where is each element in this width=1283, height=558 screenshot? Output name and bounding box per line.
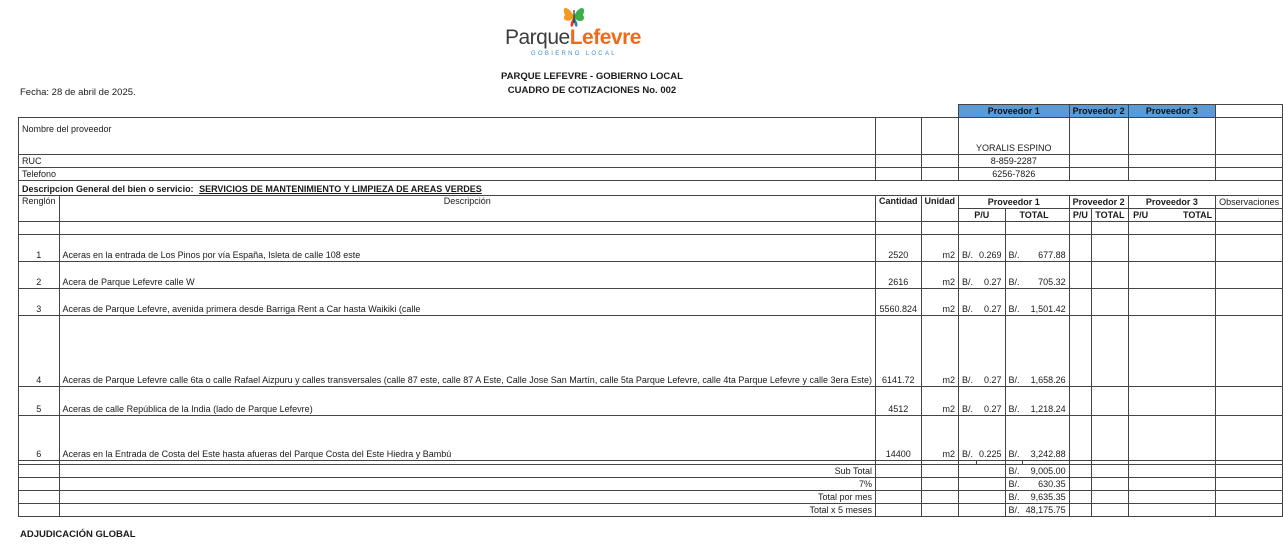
col-renglon: Renglón: [19, 196, 60, 222]
p3-cell: [1128, 289, 1216, 316]
item-quantity: 4512: [875, 387, 921, 416]
provider-2-header: Proveedor 2: [1069, 105, 1128, 118]
phone-value: 6256-7826: [959, 168, 1070, 181]
summary-blank: [959, 491, 1006, 504]
summary-value: 630.35: [1023, 478, 1070, 491]
provider-1-header: Proveedor 1: [959, 105, 1070, 118]
item-pu-currency: B/.: [959, 289, 977, 316]
p2-total-cell: [1092, 416, 1129, 461]
butterfly-icon: [561, 4, 587, 28]
summary-blank: [1216, 504, 1283, 517]
p2-total-cell: [1092, 262, 1129, 289]
summary-value: 9,005.00: [1023, 465, 1070, 478]
general-description: [19, 181, 1283, 196]
phone-label: Telefono: [19, 168, 876, 181]
logo-wordmark: ParqueLefevre: [505, 26, 641, 49]
item-pu-currency: B/.: [959, 387, 977, 416]
item-quantity: 2520: [875, 235, 921, 262]
p2-pu-cell: [1069, 416, 1092, 461]
spacer-row: [19, 222, 1283, 235]
col-p2-pu: P/U: [1069, 209, 1092, 222]
table-row: [19, 262, 1283, 289]
item-total-currency: B/.: [1005, 262, 1023, 289]
item-unit: m2: [921, 416, 959, 461]
summary-blank: [1092, 478, 1129, 491]
table-row: [19, 289, 1283, 316]
summary-blank: [1069, 478, 1092, 491]
item-total-currency: B/.: [1005, 416, 1023, 461]
item-total: 677.88: [1023, 235, 1070, 262]
summary-blank: [19, 465, 60, 478]
item-unit: m2: [921, 316, 959, 387]
item-description: Acera de Parque Lefevre calle W: [59, 262, 875, 289]
table-row: [19, 387, 1283, 416]
general-description-label: Descripcion General del bien o servicio:: [22, 184, 194, 194]
adjudication-label: ADJUDICACIÓN GLOBAL: [20, 529, 136, 540]
item-unit-price: 0.269: [976, 235, 1005, 262]
summary-label: Total por mes: [59, 491, 875, 504]
p3-cell: [1128, 262, 1216, 289]
item-description: Aceras de Parque Lefevre, avenida primera desde Barriga Rent a Car hasta Waikiki (calle: [59, 289, 875, 316]
item-unit-price: 0.27: [976, 316, 1005, 387]
item-number: 1: [19, 235, 60, 262]
general-description-value: SERVICIOS DE MANTENIMIENTO Y LIMPIEZA DE AREAS VERDES: [199, 184, 482, 194]
item-unit-price: 0.27: [976, 289, 1005, 316]
quotation-table: [18, 104, 1283, 517]
observation-cell: [1216, 289, 1283, 316]
column-header-row: [19, 196, 1283, 209]
summary-value: 48,175.75: [1023, 504, 1070, 517]
summary-blank: [959, 504, 1006, 517]
p2-pu-cell: [1069, 316, 1092, 387]
col-p2-total: TOTAL: [1092, 209, 1129, 222]
col-proveedor-1: Proveedor 1: [959, 196, 1070, 209]
col-proveedor-3: Proveedor 3: [1128, 196, 1216, 209]
p2-total-cell: [1092, 316, 1129, 387]
summary-blank: [875, 478, 921, 491]
item-number: 3: [19, 289, 60, 316]
document-subtitle: CUADRO DE COTIZACIONES No. 002: [507, 85, 677, 96]
summary-blank: [1216, 478, 1283, 491]
summary-blank: [19, 504, 60, 517]
ruc-value: 8-859-2287: [959, 155, 1070, 168]
summary-label: Sub Total: [59, 465, 875, 478]
col-p3-total: TOTAL: [1182, 210, 1213, 220]
item-quantity: 5560.824: [875, 289, 921, 316]
summary-currency: B/.: [1005, 491, 1023, 504]
summary-label: 7%: [59, 478, 875, 491]
general-description-row: [19, 181, 1283, 196]
table-row: [19, 416, 1283, 461]
col-cantidad: Cantidad: [875, 196, 921, 222]
item-total-currency: B/.: [1005, 235, 1023, 262]
item-number: 2: [19, 262, 60, 289]
col-p3-pu-total: [1128, 209, 1216, 222]
item-pu-currency: B/.: [959, 235, 977, 262]
item-total: 705.32: [1023, 262, 1070, 289]
summary-row: [19, 478, 1283, 491]
item-pu-currency: B/.: [959, 416, 977, 461]
summary-blank: [1069, 465, 1092, 478]
item-unit: m2: [921, 262, 959, 289]
logo-subtitle: GOBIERNO LOCAL: [531, 51, 617, 57]
item-total-currency: B/.: [1005, 316, 1023, 387]
summary-blank: [1128, 504, 1216, 517]
item-number: 4: [19, 316, 60, 387]
col-proveedor-2: Proveedor 2: [1069, 196, 1128, 209]
observation-cell: [1216, 262, 1283, 289]
item-description: Aceras en la entrada de Los Pinos por vía España, Isleta de calle 108 este: [59, 235, 875, 262]
summary-currency: B/.: [1005, 465, 1023, 478]
p2-total-cell: [1092, 387, 1129, 416]
summary-blank: [875, 465, 921, 478]
provider-name-value: YORALIS ESPINO: [959, 118, 1070, 155]
p2-pu-cell: [1069, 289, 1092, 316]
document-date: Fecha: 28 de abril de 2025.: [20, 87, 136, 98]
item-description: Aceras en la Entrada de Costa del Este hasta afueras del Parque Costa del Este Hiedra y Bambú: [59, 416, 875, 461]
p3-cell: [1128, 316, 1216, 387]
col-unidad: Unidad: [921, 196, 959, 222]
summary-blank: [1216, 491, 1283, 504]
observation-cell: [1216, 387, 1283, 416]
item-quantity: 2616: [875, 262, 921, 289]
item-total: 3,242.88: [1023, 416, 1070, 461]
summary-blank: [1128, 491, 1216, 504]
summary-blank: [19, 478, 60, 491]
provider-phone-row: [19, 168, 1283, 181]
p2-pu-cell: [1069, 387, 1092, 416]
item-total: 1,218.24: [1023, 387, 1070, 416]
p3-cell: [1128, 235, 1216, 262]
summary-blank: [1069, 504, 1092, 517]
summary-blank: [19, 491, 60, 504]
item-quantity: 14400: [875, 416, 921, 461]
summary-blank: [1128, 465, 1216, 478]
summary-row: [19, 504, 1283, 517]
summary-value: 9,635.35: [1023, 491, 1070, 504]
col-p1-pu: P/U: [959, 209, 1006, 222]
p3-cell: [1128, 387, 1216, 416]
item-total: 1,658.26: [1023, 316, 1070, 387]
col-p3-pu: P/U: [1133, 210, 1149, 220]
item-description: Aceras de Parque Lefevre calle 6ta o calle Rafael Aizpuru y calles transversales (calle 87 este, calle 87 A Este, Calle Jose San Martín, calle 5ta Parque Lefevre, calle 4ta Parque Lefevre y calle 3era Este): [59, 316, 875, 387]
item-description: Aceras de calle República de la India (lado de Parque Lefevre): [59, 387, 875, 416]
item-number: 5: [19, 387, 60, 416]
p3-cell: [1128, 416, 1216, 461]
ruc-label: RUC: [19, 155, 876, 168]
summary-label: Total x 5 meses: [59, 504, 875, 517]
providers-header-row: [19, 105, 1283, 118]
p2-total-cell: [1092, 289, 1129, 316]
provider-3-header: Proveedor 3: [1128, 105, 1216, 118]
p2-pu-cell: [1069, 262, 1092, 289]
p2-pu-cell: [1069, 235, 1092, 262]
observation-cell: [1216, 235, 1283, 262]
table-row: [19, 235, 1283, 262]
summary-row: [19, 491, 1283, 504]
item-unit-price: 0.27: [976, 262, 1005, 289]
observation-cell: [1216, 316, 1283, 387]
provider-name-label: Nombre del proveedor: [19, 118, 876, 155]
item-unit-price: 0.225: [976, 416, 1005, 461]
summary-blank: [959, 478, 1006, 491]
provider-ruc-row: [19, 155, 1283, 168]
summary-blank: [1128, 478, 1216, 491]
table-row: [19, 316, 1283, 387]
item-number: 6: [19, 416, 60, 461]
col-p1-total: TOTAL: [1005, 209, 1069, 222]
summary-blank: [1069, 491, 1092, 504]
summary-blank: [1092, 504, 1129, 517]
summary-blank: [959, 465, 1006, 478]
summary-currency: B/.: [1005, 478, 1023, 491]
summary-blank: [921, 491, 959, 504]
item-unit-price: 0.27: [976, 387, 1005, 416]
summary-blank: [1216, 465, 1283, 478]
item-total-currency: B/.: [1005, 289, 1023, 316]
summary-blank: [921, 504, 959, 517]
summary-blank: [1092, 465, 1129, 478]
document-title: PARQUE LEFEVRE - GOBIERNO LOCAL: [501, 71, 683, 82]
item-total: 1,501.42: [1023, 289, 1070, 316]
item-unit: m2: [921, 387, 959, 416]
p2-total-cell: [1092, 235, 1129, 262]
summary-currency: B/.: [1005, 504, 1023, 517]
item-unit: m2: [921, 235, 959, 262]
observation-cell: [1216, 416, 1283, 461]
summary-blank: [875, 504, 921, 517]
col-descripcion: Descripción: [59, 196, 875, 222]
item-unit: m2: [921, 289, 959, 316]
summary-blank: [1092, 491, 1129, 504]
item-pu-currency: B/.: [959, 316, 977, 387]
summary-blank: [921, 478, 959, 491]
item-pu-currency: B/.: [959, 262, 977, 289]
item-quantity: 6141.72: [875, 316, 921, 387]
summary-blank: [875, 491, 921, 504]
summary-blank: [921, 465, 959, 478]
item-total-currency: B/.: [1005, 387, 1023, 416]
parque-lefevre-logo: [505, 6, 665, 58]
provider-name-row: [19, 118, 1283, 155]
summary-row: [19, 465, 1283, 478]
col-observaciones: Observaciones: [1216, 196, 1283, 209]
